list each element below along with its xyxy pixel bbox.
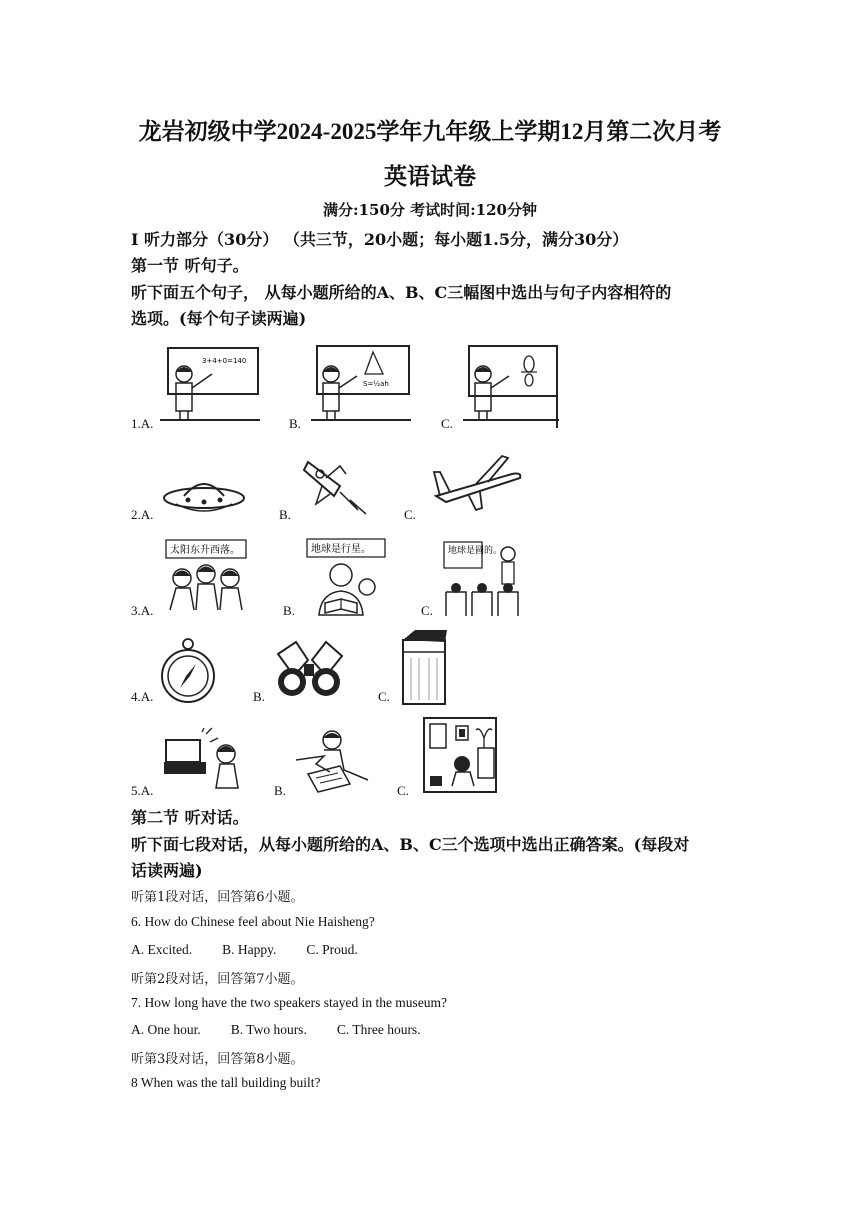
q1-b-teacher-picture [311, 344, 411, 426]
listening-heading: Ⅰ 听力部分（30分） （共三节，20小题；每小题1.5分，满分30分） [131, 230, 629, 249]
part2-instruction-line1: 听下面七段对话，从每小题所给的A、B、C三个选项中选出正确答案。(每段对 [131, 835, 690, 854]
q1-c-teacher-picture [463, 344, 561, 430]
airplane-picture [432, 452, 524, 512]
q2-c-label: C. [404, 507, 416, 522]
q4-c-label: C. [378, 689, 390, 704]
washing-machine-picture [399, 628, 449, 706]
dialogue-2-intro: 听第2段对话，回答第7小题。 [131, 972, 304, 987]
q1-b-label: B. [289, 416, 301, 431]
q1-label: 1.A. [131, 416, 154, 431]
rocket-picture [300, 456, 372, 520]
q4-b-label: B. [253, 689, 265, 704]
part2-title: 第二节 听对话。 [131, 808, 249, 827]
exam-title-line1: 龙岩初级中学2024-2025学年九年级上学期12月第二次月考 [138, 119, 722, 144]
q1-b-board-text: S=½ah [363, 380, 389, 388]
q6-option-b: B. Happy. [222, 942, 277, 957]
part1-instruction-line2: 选项。(每个句子读两遍) [131, 309, 307, 328]
q6-option-c: C. Proud. [306, 942, 358, 957]
question-6-options [131, 942, 388, 958]
exam-title-line2: 英语试卷 [384, 164, 476, 189]
q1-c-label: C. [441, 416, 453, 431]
exam-subtitle: 满分:150分 考试时间:120分钟 [323, 201, 537, 219]
q3-label: 3.A. [131, 603, 154, 618]
q5-b-drawing-picture [294, 726, 370, 792]
q3-a-bubble-text: 太阳东升西落。 [170, 545, 240, 556]
part1-title: 第一节 听句子。 [131, 256, 249, 275]
q3-c-label: C. [421, 603, 433, 618]
q5-b-label: B. [274, 783, 286, 798]
q5-c-label: C. [397, 783, 409, 798]
question-6: 6. How do Chinese feel about Nie Haisheng? [131, 914, 375, 929]
q5-a-tv-girl-picture [164, 728, 244, 794]
q3-b-reading-picture [305, 537, 387, 617]
q5-c-room-picture [422, 716, 498, 794]
q3-b-bubble-text: 地球是行星。 [311, 544, 371, 555]
dialogue-3-intro: 听第3段对话，回答第8小题。 [131, 1052, 304, 1067]
question-7: 7. How long have the two speakers stayed in the museum? [131, 995, 448, 1010]
q7-option-b: B. Two hours. [230, 1022, 307, 1037]
question-8: 8 When was the tall building built? [131, 1075, 321, 1090]
q3-c-classroom-picture [442, 540, 524, 618]
part2-instruction-line2: 话读两遍) [131, 861, 203, 880]
compass-picture [160, 636, 218, 704]
q7-option-a: A. One hour. [131, 1022, 201, 1037]
question-7-options [131, 1022, 451, 1038]
q2-b-label: B. [279, 507, 291, 522]
q7-option-c: C. Three hours. [336, 1022, 421, 1037]
dialogue-1-intro: 听第1段对话，回答第6小题。 [131, 890, 304, 905]
q2-label: 2.A. [131, 507, 154, 522]
q5-label: 5.A. [131, 783, 154, 798]
ufo-picture [162, 474, 246, 518]
q6-option-a: A. Excited. [131, 942, 193, 957]
q1-a-board-text: 3+4+0=140 [202, 357, 247, 365]
q3-c-bubble-text: 地球是圆的。 [448, 546, 503, 556]
q4-label: 4.A. [131, 689, 154, 704]
q3-a-children-picture [162, 538, 246, 612]
q3-b-label: B. [283, 603, 295, 618]
binoculars-picture [272, 636, 346, 700]
q1-a-teacher-picture [160, 344, 260, 426]
part1-instruction-line1: 听下面五个句子， 从每小题所给的A、B、C三幅图中选出与句子内容相符的 [131, 283, 672, 302]
